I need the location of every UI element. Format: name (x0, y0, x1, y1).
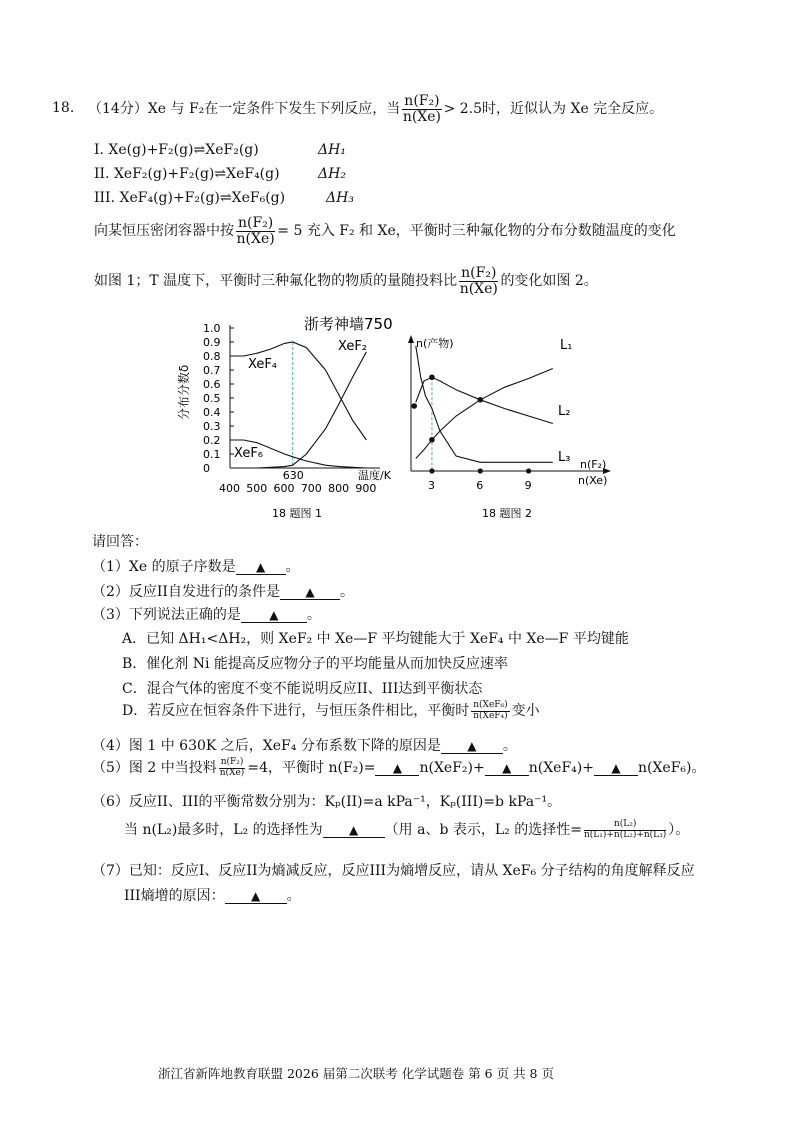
q7-answer-blank[interactable]: ▲ (225, 889, 287, 904)
p1-text-post: = 5 充入 F₂ 和 Xe，平衡时三种氟化物的分布分数随温度的变化 (277, 223, 676, 240)
reaction-1-enthalpy: ΔH₁ (318, 142, 346, 158)
reaction-1: I. Xe(g)+F₂(g)⇌XeF₂(g) (94, 142, 259, 158)
q1-end: 。 (285, 559, 300, 575)
reaction-2: II. XeF₂(g)+F₂(g)⇌XeF₄(g) (94, 166, 280, 182)
figures (0, 305, 800, 535)
fig2-x-tick-label: 9 (524, 479, 532, 492)
p1-text-pre: 向某恒压密闭容器中按 (94, 223, 234, 240)
q6-text: 当 n(L₂)最多时，L₂ 的选择性为 (124, 822, 323, 838)
q2-end: 。 (339, 584, 354, 600)
q5-term-2: n(XeF₄)+ (528, 760, 594, 776)
fig1-x-tick-label: 400 (219, 482, 240, 495)
q7-end: 。 (286, 888, 301, 904)
fig2-series-line-1 (416, 377, 553, 423)
fig2-data-point (477, 397, 483, 403)
ratio-numerator: n(F₂) (404, 93, 440, 109)
q3-option-d (122, 698, 540, 724)
question-number: 18. (52, 100, 75, 116)
q1-answer-blank[interactable]: ▲ (236, 560, 286, 575)
q3d-denominator: n(XeF₄) (473, 710, 508, 721)
q5-denominator: n(Xe) (219, 767, 245, 778)
fig2-x-tick-label: 6 (476, 479, 484, 492)
q3-option-b: B．催化剂 Ni 能提高反应物分子的平均能量从而加快反应速率 (122, 656, 508, 672)
fig2-x-tick-dot (478, 468, 483, 473)
q6-fraction (584, 820, 666, 840)
figure-1 (176, 322, 392, 495)
question-7-line-2 (124, 885, 301, 905)
fig1-y-tick-label: 0.9 (203, 336, 221, 349)
p2-numerator: n(F₂) (461, 265, 497, 281)
p2-fraction (459, 266, 498, 296)
reaction-2-enthalpy: ΔH₂ (318, 166, 346, 182)
stem-text-post: > 2.5时，近似认为 Xe 完全反应。 (443, 101, 664, 118)
p1-denominator: n(Xe) (236, 230, 275, 247)
q4-text: （4）图 1 中 630K 之后，XeF₄ 分布系数下降的原因是 (92, 738, 441, 754)
fig2-label-l1: L₁ (560, 338, 573, 353)
question-3 (92, 604, 321, 624)
question-7-line-1: （7）已知：反应I、反应II为熵减反应，反应III为熵增反应，请从 XeF₆ 分子结构的角度解释反应 (92, 863, 695, 879)
question-5 (92, 754, 706, 782)
q3d-end: 变小 (511, 703, 540, 719)
figure-2 (408, 335, 611, 492)
fig2-data-point (411, 403, 417, 409)
q6-numerator: n(L₂) (584, 820, 666, 830)
q3-option-a: A．已知 ΔH₁<ΔH₂，则 XeF₂ 中 Xe—F 平均键能大于 XeF₄ 中 Xe—F 平均键能 (122, 631, 629, 647)
p2-denominator: n(Xe) (459, 280, 498, 297)
q7-text: III熵增的原因： (124, 888, 225, 904)
q6-end: ）。 (668, 822, 690, 838)
fig1-y-tick-label: 0.8 (203, 350, 221, 363)
fig2-y-label: n(产物) (416, 337, 454, 350)
fig2-y-arrow (408, 335, 414, 343)
q2-answer-blank[interactable]: ▲ (280, 585, 340, 600)
reaction-3-enthalpy: ΔH₃ (326, 190, 354, 206)
ratio-denominator: n(Xe) (402, 108, 442, 125)
q5-mid-text: =4，平衡时 n(F₂)= (247, 760, 376, 776)
question-stem (88, 94, 663, 124)
fig1-x-label: 温度/K (358, 469, 391, 482)
q3-end: 。 (306, 607, 321, 623)
question-6-line-2 (124, 816, 689, 844)
fig2-series-line-2 (416, 346, 553, 462)
fig1-y-tick-label: 0 (203, 462, 210, 475)
fig2-label-l2: L₂ (558, 404, 571, 419)
p1-numerator: n(F₂) (238, 215, 274, 231)
ratio-fraction (402, 94, 441, 124)
paragraph-2 (94, 266, 598, 296)
answer-intro: 请回答： (92, 534, 148, 550)
fig1-label-xef6: XeF₆ (234, 446, 264, 461)
q5-numerator: n(F₂) (220, 757, 244, 768)
fig1-y-tick-label: 0.2 (203, 434, 221, 447)
q6-denominator: n(L₁)+n(L₂)+n(L₃) (583, 829, 667, 840)
page-footer: 浙江省新阵地教育联盟 2026 届第二次联考 化学试题卷 第 6 页 共 8 页 (158, 1066, 554, 1081)
fig1-y-tick-label: 1.0 (203, 322, 221, 335)
fig1-y-tick-label: 0.6 (203, 378, 221, 391)
q4-end: 。 (502, 738, 517, 754)
q4-answer-blank[interactable]: ▲ (441, 739, 503, 754)
watermark-text: 浙考神墙750 (304, 315, 393, 333)
q5-blank-1[interactable]: ▲ (375, 761, 419, 776)
q5-text: （5）图 2 中当投料 (92, 760, 217, 776)
q3-option-c: C．混合气体的密度不变不能说明反应II、III达到平衡状态 (122, 681, 483, 697)
question-6-line-1: （6）反应II、III的平衡常数分别为：Kₚ(II)=a kPa⁻¹，Kₚ(III)=b kPa⁻¹。 (92, 794, 562, 810)
q3d-numerator: n(XeF₆) (473, 700, 508, 711)
paragraph-1 (94, 216, 676, 246)
fig2-x-tick-dot (526, 468, 531, 473)
fig2-data-point (429, 374, 435, 380)
fig1-x-tick-label: 800 (328, 482, 350, 495)
q3-text: （3）下列说法正确的是 (92, 607, 241, 623)
q6-answer-blank[interactable]: ▲ (323, 823, 385, 838)
reaction-3: III. XeF₄(g)+F₂(g)⇌XeF₆(g) (94, 190, 286, 206)
q5-term-1: n(XeF₂)+ (419, 760, 485, 776)
question-1 (92, 556, 300, 576)
fig1-y-tick-label: 0.7 (203, 364, 221, 377)
fig2-data-point (429, 437, 435, 443)
q3-answer-blank[interactable]: ▲ (241, 608, 307, 623)
q5-fraction (219, 758, 246, 778)
p2-text-post: 的变化如图 2。 (500, 273, 598, 290)
fig1-x-tick-label: 900 (355, 482, 377, 495)
question-4 (92, 735, 517, 755)
fig2-x-label-num: n(F₂) (580, 458, 607, 471)
fig2-caption: 18 题图 2 (482, 507, 532, 520)
question-2 (92, 581, 354, 601)
fig2-x-tick-dot (429, 468, 434, 473)
q3d-fraction (471, 701, 509, 721)
fig1-label-xef2: XeF₂ (338, 339, 368, 354)
fig1-x-tick-label: 600 (273, 482, 295, 495)
stem-text-pre: （14分）Xe 与 F₂在一定条件下发生下列反应，当 (88, 101, 401, 118)
q3d-text: D．若反应在恒容条件下进行，与恒压条件相比，平衡时 (122, 703, 470, 719)
q5-blank-3[interactable]: ▲ (594, 761, 638, 776)
fig1-y-tick-label: 0.1 (203, 448, 221, 461)
fig1-y-tick-label: 0.4 (203, 406, 221, 419)
fig1-label-xef4: XeF₄ (248, 357, 278, 372)
fig2-x-tick-label: 3 (427, 479, 435, 492)
q5-term-3: n(XeF₆)。 (637, 760, 706, 776)
fig2-label-l3: L₃ (558, 450, 571, 465)
fig1-x-tick-label: 500 (246, 482, 268, 495)
q1-text: （1）Xe 的原子序数是 (92, 559, 236, 575)
fig1-x-tick-label: 700 (300, 482, 322, 495)
fig1-y-tick-label: 0.5 (203, 392, 221, 405)
fig1-y-label: 分布分数δ (177, 364, 191, 420)
q2-text: （2）反应II自发进行的条件是 (92, 584, 280, 600)
p1-fraction (236, 216, 275, 246)
q5-blank-2[interactable]: ▲ (485, 761, 529, 776)
fig1-caption: 18 题图 1 (272, 507, 322, 520)
q6-mid-text: （用 a、b 表示，L₂ 的选择性= (384, 822, 582, 838)
fig2-series-line-0 (416, 369, 553, 459)
p2-text-pre: 如图 1；T 温度下，平衡时三种氟化物的物质的量随投料比 (94, 273, 458, 290)
fig1-y-tick-label: 0.3 (203, 420, 221, 433)
fig2-x-label-den: n(Xe) (578, 474, 608, 487)
fig1-630-label: 630 (282, 469, 304, 482)
